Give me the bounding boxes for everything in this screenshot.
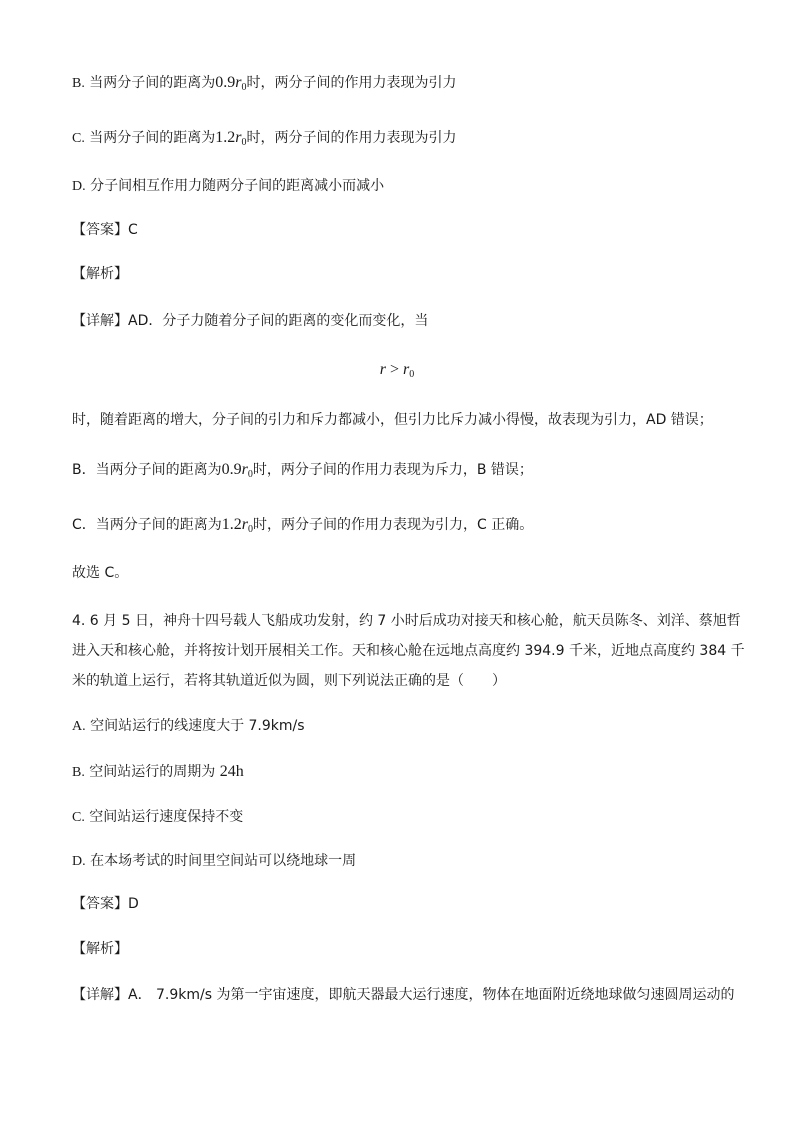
detail-text-after: 时，两分子间的作用力表现为斥力，B 错误； xyxy=(252,462,533,478)
prev-conclusion: 故选 C。 xyxy=(72,565,129,581)
option-text-after: 时，两分子间的作用力表现为引力 xyxy=(246,75,457,91)
q4-option-b xyxy=(72,762,244,783)
q4-option-a xyxy=(72,716,305,737)
option-letter: B. xyxy=(72,765,85,780)
answer-tag: 【答案】 xyxy=(72,222,128,238)
detail-text: A． 7.9km/s 为第一宇宙速度，即航天器最大运行速度，物体在地面附近绕地球做匀速圆周运动的 xyxy=(128,987,735,1003)
answer-value: D xyxy=(128,896,139,912)
detail-text-before: C．当两分子间的距离为 xyxy=(72,517,222,533)
option-text-before: 当两分子间的距离为 xyxy=(89,130,216,146)
option-letter: A. xyxy=(72,719,86,734)
prev-detail-2: 时，随着距离的增大，分子间的引力和斥力都减小，但引力比斥力减小得慢，故表现为引力，AD 错误； xyxy=(72,412,713,428)
prev-analysis-tag: 【解析】 xyxy=(72,266,128,282)
answer-tag: 【答案】 xyxy=(72,896,128,912)
prev-detail-1 xyxy=(72,311,428,331)
prev-option-b xyxy=(72,73,457,98)
q4-answer xyxy=(72,894,139,914)
math-distance: $1.2r_0$ xyxy=(215,129,247,148)
option-text: 空间站运行速度保持不变 xyxy=(89,809,244,825)
prev-answer xyxy=(72,220,138,240)
prev-detail-3 xyxy=(72,460,533,485)
q4-option-d xyxy=(72,851,356,872)
detail-tag: 【详解】 xyxy=(72,987,128,1003)
option-letter: C. xyxy=(72,810,85,825)
option-text-after: 时，两分子间的作用力表现为引力 xyxy=(246,130,457,146)
prev-option-d xyxy=(72,176,384,197)
detail-text: AD．分子力随着分子间的距离的变化而变化，当 xyxy=(128,313,429,329)
prev-option-c xyxy=(72,128,457,153)
math-distance: $1.2r_0$ xyxy=(221,516,254,535)
option-letter: D. xyxy=(72,179,86,194)
option-letter: B. xyxy=(72,76,85,91)
q4-stem-line-1: 4. 6 月 5 日，神舟十四号载人飞船成功发射，约 7 小时后成功对接天和核心舱，航天员陈冬、刘洋、蔡旭哲 xyxy=(72,613,741,629)
option-text: 空间站运行的线速度大于 7.9km/s xyxy=(90,718,305,734)
formula-r-gt-r0: $r > r_0$ xyxy=(379,361,415,380)
math-period: 24h xyxy=(219,763,244,780)
option-text: 分子间相互作用力随两分子间的距离减小而减小 xyxy=(90,178,385,194)
detail-text-before: B．当两分子间的距离为 xyxy=(72,462,222,478)
q4-stem-line-3: 米的轨道上运行，若将其轨道近似为圆，则下列说法正确的是（ ） xyxy=(72,673,506,689)
math-distance: $0.9r_0$ xyxy=(221,461,253,480)
math-distance: $0.9r_0$ xyxy=(215,74,247,93)
q4-analysis-tag: 【解析】 xyxy=(72,941,128,957)
prev-detail-4 xyxy=(72,515,533,540)
option-text: 在本场考试的时间里空间站可以绕地球一周 xyxy=(90,853,357,869)
option-letter: C. xyxy=(72,131,85,146)
option-text-before: 空间站运行的周期为 xyxy=(89,764,220,780)
detail-text-after: 时，两分子间的作用力表现为引力，C 正确。 xyxy=(253,517,534,533)
q4-option-c xyxy=(72,807,243,828)
q4-stem-line-2: 进入天和核心舱，并将按计划开展相关工作。天和核心舱在远地点高度约 394.9 千米，近地点高度约 384 千 xyxy=(72,643,745,659)
q4-detail-1 xyxy=(72,985,735,1005)
detail-tag: 【详解】 xyxy=(72,313,128,329)
answer-value: C xyxy=(128,222,138,238)
option-letter: D. xyxy=(72,854,86,869)
option-text-before: 当两分子间的距离为 xyxy=(89,75,216,91)
